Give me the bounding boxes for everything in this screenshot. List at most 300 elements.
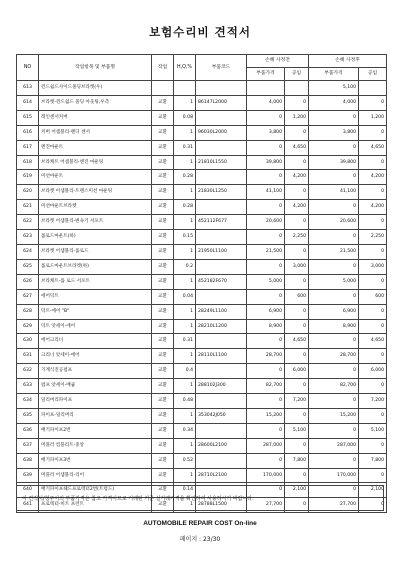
- row-hq: 1: [174, 379, 196, 394]
- row-no: 625: [17, 259, 39, 274]
- row-code: 96030L2000: [196, 125, 247, 140]
- row-hq: 1: [174, 155, 196, 170]
- row-hq: 0.28: [174, 200, 196, 215]
- row-before-part-price: 0: [247, 364, 285, 379]
- row-before-labor: 0: [285, 319, 309, 334]
- table-row: [17, 170, 387, 185]
- row-hq: 0.31: [174, 140, 196, 155]
- table-row: [17, 140, 387, 155]
- row-hq: 1: [174, 468, 196, 483]
- row-code: 452112F677: [196, 215, 247, 230]
- row-before-labor: 4,200: [285, 170, 309, 185]
- row-no: 638: [17, 453, 39, 468]
- row-code: [196, 289, 247, 304]
- row-before-part-price: [247, 81, 285, 96]
- row-work: 교환: [152, 200, 174, 215]
- row-before-part-price: 0: [247, 483, 285, 498]
- table-row: [17, 304, 387, 319]
- row-after-part-price: 6,900: [309, 304, 359, 319]
- row-after-part-price: 28,700: [309, 349, 359, 364]
- row-no: 615: [17, 110, 39, 125]
- row-work: 교환: [152, 274, 174, 289]
- table-row: [17, 319, 387, 334]
- row-after-labor: 0: [359, 304, 387, 319]
- row-item: 펌프 앗세이-배큠: [39, 379, 152, 394]
- row-after-part-price: 0: [309, 289, 359, 304]
- row-no: 634: [17, 394, 39, 409]
- row-work: 교환: [152, 483, 174, 498]
- row-work: 교환: [152, 334, 174, 349]
- row-after-labor: 7,200: [359, 394, 387, 409]
- footer-title: AUTOMOBILE REPAIR COST On-line: [143, 520, 257, 527]
- table-row: [17, 349, 387, 364]
- row-hq: 0.14: [174, 483, 196, 498]
- row-after-labor: 2,100: [359, 483, 387, 498]
- row-after-part-price: 0: [309, 334, 359, 349]
- row-hq: 0.08: [174, 110, 196, 125]
- row-hq: [174, 81, 196, 96]
- row-after-part-price: 82,700: [309, 379, 359, 394]
- row-code: [196, 423, 247, 438]
- row-hq: 0.04: [174, 289, 196, 304]
- row-before-labor: 0: [285, 438, 309, 453]
- row-after-part-price: 15,200: [309, 408, 359, 423]
- row-before-labor: 2,250: [285, 230, 309, 245]
- row-after-part-price: 0: [309, 364, 359, 379]
- row-no: 628: [17, 304, 39, 319]
- row-after-labor: 4,200: [359, 200, 387, 215]
- row-item: 브라켓 어셈블리-변속기 서포트: [39, 215, 152, 230]
- table-row: [17, 334, 387, 349]
- row-before-part-price: 27,700: [247, 498, 285, 513]
- row-hq: 0.28: [174, 170, 196, 185]
- row-work: 교환: [152, 215, 174, 230]
- row-no: 637: [17, 438, 39, 453]
- row-after-labor: 4,200: [359, 170, 387, 185]
- row-after-part-price: 8,900: [309, 319, 359, 334]
- row-work: 교환: [152, 468, 174, 483]
- row-item: 덕트-에어 "B": [39, 304, 152, 319]
- row-work: 교환: [152, 244, 174, 259]
- row-before-part-price: 3,800: [247, 125, 285, 140]
- row-hq: 0.31: [174, 334, 196, 349]
- row-no: 620: [17, 185, 39, 200]
- row-after-part-price: 0: [309, 170, 359, 185]
- row-hq: 1: [174, 185, 196, 200]
- row-before-part-price: 0: [247, 140, 285, 155]
- row-before-labor: 0: [285, 304, 309, 319]
- row-work: 교환: [152, 125, 174, 140]
- row-after-part-price: 4,000: [309, 95, 359, 110]
- row-after-part-price: 0: [309, 110, 359, 125]
- table-row: [17, 438, 387, 453]
- row-after-part-price: 170,000: [309, 468, 359, 483]
- header-before-part-price: 부품가격: [247, 68, 285, 81]
- row-code: 21810L1550: [196, 155, 247, 170]
- row-hq: 0.4: [174, 364, 196, 379]
- row-before-labor: 6,000: [285, 364, 309, 379]
- row-hq: 1: [174, 95, 196, 110]
- row-no: 632: [17, 364, 39, 379]
- table-row: [17, 453, 387, 468]
- row-before-part-price: 0: [247, 170, 285, 185]
- row-work: 교환: [152, 155, 174, 170]
- row-no: 635: [17, 408, 39, 423]
- row-work: 교환: [152, 364, 174, 379]
- row-before-part-price: 0: [247, 334, 285, 349]
- row-code: 288102J300: [196, 379, 247, 394]
- row-code: [196, 110, 247, 125]
- row-code: [196, 364, 247, 379]
- table-row: [17, 423, 387, 438]
- row-before-part-price: 41,100: [247, 185, 285, 200]
- row-item: 딜리버리파이프: [39, 394, 152, 409]
- row-after-labor: 0: [359, 155, 387, 170]
- row-after-labor: 1,200: [359, 110, 387, 125]
- row-work: 교환: [152, 289, 174, 304]
- row-after-labor: 7,800: [359, 453, 387, 468]
- row-before-part-price: 0: [247, 289, 285, 304]
- row-no: 619: [17, 170, 39, 185]
- row-after-part-price: 5,000: [309, 274, 359, 289]
- row-after-part-price: 0: [309, 259, 359, 274]
- header-hq: H,Q,%: [174, 55, 196, 81]
- row-work: 교환: [152, 185, 174, 200]
- row-code: [196, 259, 247, 274]
- row-code: 28788L1500: [196, 498, 247, 513]
- row-after-labor: 0: [359, 319, 387, 334]
- row-after-labor: 0: [359, 185, 387, 200]
- row-work: 교환: [152, 438, 174, 453]
- row-after-part-price: 0: [309, 140, 359, 155]
- table-row: [17, 408, 387, 423]
- row-work: 교환: [152, 408, 174, 423]
- row-hq: 1: [174, 349, 196, 364]
- row-before-labor: 0: [285, 379, 309, 394]
- row-work: 교환: [152, 230, 174, 245]
- row-after-labor: 0: [359, 468, 387, 483]
- row-after-part-price: 20,600: [309, 215, 359, 230]
- table-row: [17, 364, 387, 379]
- row-code: [196, 394, 247, 409]
- row-before-part-price: 0: [247, 453, 285, 468]
- row-work: 교환: [152, 379, 174, 394]
- row-before-part-price: 170,000: [247, 468, 285, 483]
- row-item: 배기파이프헤드프로텍터2번(트렁드): [39, 483, 152, 498]
- row-no: 631: [17, 349, 39, 364]
- row-code: 28210L1200: [196, 319, 247, 334]
- row-item: 롤로드마운트(하): [39, 230, 152, 245]
- row-item: 브라켓 어셈블리-트랜스미션 마운팅: [39, 185, 152, 200]
- row-after-labor: 0: [359, 379, 387, 394]
- row-code: 28600L2100: [196, 438, 247, 453]
- row-after-part-price: 0: [309, 483, 359, 498]
- row-before-labor: 0: [285, 125, 309, 140]
- row-before-labor: 7,200: [285, 394, 309, 409]
- table-row: [17, 259, 387, 274]
- row-item: 레인센서커버: [39, 110, 152, 125]
- header-before-labor: 공임: [285, 68, 309, 81]
- row-no: 613: [17, 81, 39, 96]
- row-code: 28110L1100: [196, 349, 247, 364]
- row-no: 630: [17, 334, 39, 349]
- row-before-part-price: 82,700: [247, 379, 285, 394]
- row-work: 교환: [152, 95, 174, 110]
- row-code: [196, 453, 247, 468]
- row-before-part-price: 15,200: [247, 408, 285, 423]
- row-hq: 1: [174, 408, 196, 423]
- row-hq: 1: [174, 319, 196, 334]
- row-work: 교환: [152, 394, 174, 409]
- row-before-labor: 600: [285, 289, 309, 304]
- row-after-part-price: 0: [309, 394, 359, 409]
- row-before-part-price: 0: [247, 110, 285, 125]
- row-before-labor: [285, 81, 309, 96]
- row-after-part-price: 21,500: [309, 244, 359, 259]
- row-item: 브라켓 어셈블리-롤로드: [39, 244, 152, 259]
- row-before-labor: 3,000: [285, 259, 309, 274]
- row-before-labor: 4,650: [285, 140, 309, 155]
- row-item: 배기파이프2번: [39, 423, 152, 438]
- row-no: 621: [17, 200, 39, 215]
- row-work: 교환: [152, 453, 174, 468]
- row-after-labor: 0: [359, 274, 387, 289]
- header-code: 부품코드: [196, 55, 247, 81]
- row-hq: 1: [174, 215, 196, 230]
- row-before-part-price: 20,600: [247, 215, 285, 230]
- table-row: [17, 200, 387, 215]
- row-before-labor: 4,650: [285, 334, 309, 349]
- row-item: 커버 어셈블리-렌디 센서: [39, 125, 152, 140]
- row-code: [196, 81, 247, 96]
- row-after-labor: 0: [359, 95, 387, 110]
- row-item: 에어크리너: [39, 334, 152, 349]
- row-after-part-price: 5,100: [309, 81, 359, 96]
- row-code: 21950L1100: [196, 244, 247, 259]
- row-no: 622: [17, 215, 39, 230]
- row-item: 멘진마운트: [39, 140, 152, 155]
- table-row: [17, 394, 387, 409]
- row-before-part-price: 21,500: [247, 244, 285, 259]
- row-no: 633: [17, 379, 39, 394]
- row-no: 627: [17, 289, 39, 304]
- row-code: [196, 140, 247, 155]
- row-code: [196, 170, 247, 185]
- row-before-labor: 0: [285, 468, 309, 483]
- row-code: [196, 334, 247, 349]
- table-row: [17, 185, 387, 200]
- row-before-labor: 0: [285, 95, 309, 110]
- row-item: 크리너 앗세이-에어: [39, 349, 152, 364]
- header-work: 작업: [152, 55, 174, 81]
- disclaimer-note: 이 견적서/청구서의 부품가격은 참고 가격이므로 거래된 기준 실거래가격을 확인하여 사용하시기 바랍니다.: [16, 485, 384, 511]
- page-number: 페이지 : 23/30: [179, 536, 221, 543]
- table-row: [17, 244, 387, 259]
- row-code: 28710L2100: [196, 468, 247, 483]
- row-before-labor: 0: [285, 349, 309, 364]
- row-item: 미션마운트: [39, 170, 152, 185]
- row-work: 교환: [152, 349, 174, 364]
- row-after-labor: 0: [359, 215, 387, 230]
- row-item: 머플러 어셈블리-리어: [39, 468, 152, 483]
- table-row: [17, 230, 387, 245]
- table-row: [17, 110, 387, 125]
- row-item: 배기파이프3번: [39, 453, 152, 468]
- row-no: 624: [17, 244, 39, 259]
- table-row: [17, 95, 387, 110]
- row-after-labor: 5,100: [359, 423, 387, 438]
- row-before-labor: 0: [285, 498, 309, 513]
- row-no: 614: [17, 95, 39, 110]
- row-before-part-price: 5,000: [247, 274, 285, 289]
- row-before-part-price: 8,900: [247, 319, 285, 334]
- row-work: 교환: [152, 140, 174, 155]
- row-work: 교환: [152, 259, 174, 274]
- table-row: [17, 155, 387, 170]
- row-after-part-price: 39,800: [309, 155, 359, 170]
- row-after-part-price: 287,000: [309, 438, 359, 453]
- row-code: 86147L2000: [196, 95, 247, 110]
- row-before-labor: 0: [285, 185, 309, 200]
- row-before-part-price: 0: [247, 200, 285, 215]
- row-before-part-price: 287,000: [247, 438, 285, 453]
- row-no: 617: [17, 140, 39, 155]
- row-item: 브라케트-롤 로드 서포트: [39, 274, 152, 289]
- table-row: [17, 274, 387, 289]
- header-after: 손해 사정후: [309, 55, 387, 68]
- row-before-part-price: 6,900: [247, 304, 285, 319]
- row-after-part-price: 0: [309, 423, 359, 438]
- row-after-part-price: 0: [309, 200, 359, 215]
- row-before-labor: 7,800: [285, 453, 309, 468]
- row-before-part-price: 0: [247, 394, 285, 409]
- header-no: NO: [17, 55, 39, 81]
- header-after-labor: 공임: [359, 68, 387, 81]
- row-code: 452182F670: [196, 274, 247, 289]
- row-no: 623: [17, 230, 39, 245]
- row-item: 프로텍터-히트 프런트: [39, 498, 152, 513]
- document-title: 보험수리비 견적서: [149, 25, 251, 39]
- row-no: 641: [17, 498, 39, 513]
- row-before-labor: 0: [285, 244, 309, 259]
- row-item: 파이프-딜리버리: [39, 408, 152, 423]
- row-hq: 1: [174, 304, 196, 319]
- row-code: 353042J050: [196, 408, 247, 423]
- row-item: 에어덕트: [39, 289, 152, 304]
- row-before-part-price: 0: [247, 259, 285, 274]
- row-hq: 1: [174, 125, 196, 140]
- row-before-part-price: 28,700: [247, 349, 285, 364]
- row-hq: 0.2: [174, 259, 196, 274]
- row-hq: 0.52: [174, 453, 196, 468]
- row-before-labor: 4,200: [285, 200, 309, 215]
- row-after-labor: 0: [359, 408, 387, 423]
- row-no: 636: [17, 423, 39, 438]
- row-before-labor: 1,200: [285, 110, 309, 125]
- row-item: 미션마운트브라켓: [39, 200, 152, 215]
- table-row: [17, 379, 387, 394]
- row-work: 교환: [152, 498, 174, 513]
- row-hq: 1: [174, 274, 196, 289]
- row-before-part-price: 4,000: [247, 95, 285, 110]
- row-hq: 0.15: [174, 230, 196, 245]
- table-row: [17, 81, 387, 96]
- row-code: 28249L1100: [196, 304, 247, 319]
- row-after-labor: 6,000: [359, 364, 387, 379]
- row-after-labor: 3,000: [359, 259, 387, 274]
- row-before-labor: 2,100: [285, 483, 309, 498]
- row-no: 618: [17, 155, 39, 170]
- row-hq: 1: [174, 498, 196, 513]
- row-no: 626: [17, 274, 39, 289]
- row-hq: 0.34: [174, 423, 196, 438]
- header-after-part-price: 부품가격: [309, 68, 359, 81]
- row-no: 639: [17, 468, 39, 483]
- row-work: 교환: [152, 170, 174, 185]
- table-row: [17, 468, 387, 483]
- row-hq: 1: [174, 244, 196, 259]
- row-item: 덕트 앗세이-에어: [39, 319, 152, 334]
- row-item: 브라케트 어셈블리-엔진 마운팅: [39, 155, 152, 170]
- row-after-labor: 0: [359, 438, 387, 453]
- row-after-labor: 600: [359, 289, 387, 304]
- row-no: 629: [17, 319, 39, 334]
- row-item: 기계식진공펌프: [39, 364, 152, 379]
- estimate-table: [16, 54, 387, 513]
- row-item: 롤로드마운트브라켓(하): [39, 259, 152, 274]
- row-no: 616: [17, 125, 39, 140]
- row-code: 21830L1250: [196, 185, 247, 200]
- row-hq: 1: [174, 438, 196, 453]
- row-work: 교환: [152, 319, 174, 334]
- row-item: 머플러 컴플리트-중앙: [39, 438, 152, 453]
- row-before-labor: 0: [285, 215, 309, 230]
- row-before-part-price: 0: [247, 423, 285, 438]
- row-work: 교환: [152, 423, 174, 438]
- row-code: [196, 200, 247, 215]
- row-after-part-price: 0: [309, 453, 359, 468]
- row-after-part-price: 3,800: [309, 125, 359, 140]
- header-item: 작업항목 및 부품명: [39, 55, 152, 81]
- row-after-labor: 4,650: [359, 334, 387, 349]
- row-item: 윈드쉴드사이드몰딩브라켓(우): [39, 81, 152, 96]
- row-before-labor: 0: [285, 274, 309, 289]
- row-after-labor: [359, 81, 387, 96]
- table-row: [17, 289, 387, 304]
- row-hq: 0.48: [174, 394, 196, 409]
- row-after-part-price: 27,700: [309, 498, 359, 513]
- row-after-labor: 2,250: [359, 230, 387, 245]
- row-no: 640: [17, 483, 39, 498]
- row-before-labor: 0: [285, 408, 309, 423]
- row-before-part-price: 39,800: [247, 155, 285, 170]
- row-work: 교환: [152, 304, 174, 319]
- row-after-labor: 0: [359, 498, 387, 513]
- row-after-labor: 0: [359, 349, 387, 364]
- row-after-part-price: 41,100: [309, 185, 359, 200]
- table-row: [17, 125, 387, 140]
- row-before-labor: 5,100: [285, 423, 309, 438]
- row-after-part-price: 0: [309, 230, 359, 245]
- row-after-labor: 0: [359, 125, 387, 140]
- row-work: [152, 81, 174, 96]
- table-row: [17, 215, 387, 230]
- row-before-labor: 0: [285, 155, 309, 170]
- row-after-labor: 4,650: [359, 140, 387, 155]
- row-item: 브라켓-윈드쉴드 몰딩 아웃팅,우측: [39, 95, 152, 110]
- row-before-part-price: 0: [247, 230, 285, 245]
- header-before: 손해 사정전: [247, 55, 309, 68]
